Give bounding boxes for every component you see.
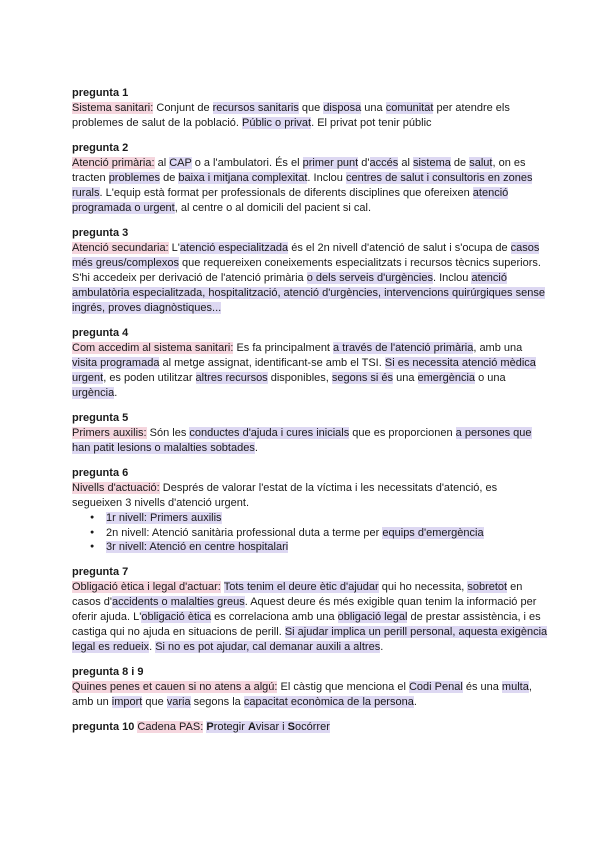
- highlight-term: Quines penes et cauen si no atens a algú:: [72, 680, 278, 693]
- text-run: d': [358, 157, 370, 169]
- text-run: que es proporcionen: [349, 427, 456, 439]
- question-answer: [72, 341, 548, 401]
- pas-initial: P: [206, 720, 214, 733]
- text-run: és el 2n nivell d'atenció de salut i s'ocupa de: [288, 242, 511, 254]
- list-item: [90, 540, 548, 555]
- highlight-key: comunitat: [385, 102, 434, 114]
- highlight-key: recursos sanitaris: [212, 102, 299, 114]
- highlight-term: Atenció primària:: [72, 157, 155, 169]
- highlight-key: atenció ambulatòria especialitzada, hospitalització, atenció d'urgències, intervencions quirúrgiques sense ingrés, proves diagnòstiques...: [72, 272, 545, 314]
- pas-initial: S: [287, 720, 296, 733]
- highlight-key: obligació ètica: [141, 610, 212, 623]
- text-run: , amb un: [72, 680, 532, 708]
- pas-initial: A: [247, 720, 256, 733]
- list-item: [90, 526, 548, 541]
- highlight-key: sistema: [412, 157, 451, 169]
- highlight-key: accés: [369, 157, 399, 169]
- highlight-term: Primers auxilis:: [72, 427, 147, 439]
- text-run: al metge assignat, identificant-se amb el TSI.: [159, 357, 385, 369]
- highlight-key: Si no es pot ajudar, cal demanar auxili a altres: [155, 640, 381, 653]
- text-run: . El privat pot tenir públic: [311, 117, 432, 129]
- highlight-term: Obligació ètica i legal d'actuar:: [72, 580, 221, 593]
- text-run: qui ho necessita,: [378, 580, 468, 593]
- highlight-term: Com accedim al sistema sanitari:: [72, 342, 234, 354]
- text-run: una: [393, 372, 418, 384]
- question-5: [72, 411, 548, 456]
- highlight-key: a través de l'atenció primària: [333, 342, 474, 354]
- text-run: .: [380, 640, 384, 653]
- text-run: Es fa principalment: [233, 342, 334, 354]
- question-10-colon: :: [200, 720, 204, 733]
- text-run: . Inclou: [307, 172, 346, 184]
- text-run: L': [168, 242, 180, 254]
- question-title: pregunta 8 i 9: [72, 665, 144, 678]
- question-title: pregunta 4: [72, 327, 129, 339]
- text-run: de prestar assistència, i es castiga qui no ajuda en situacions de perill.: [72, 610, 541, 638]
- text-run: al: [154, 157, 170, 169]
- text-run: en casos d': [72, 580, 523, 608]
- text-run: , amb una: [473, 342, 523, 354]
- highlight-key: atenció especialitzada: [179, 242, 289, 254]
- question-4: [72, 326, 548, 401]
- pas-word-rest: rotegir: [213, 720, 248, 733]
- highlight-key: sobretot: [467, 580, 508, 593]
- text-run: . L'equip està format per professionals de diferents disciplines que ofereixen: [99, 187, 473, 199]
- highlight-key: equips d'emergència: [382, 526, 484, 539]
- highlight-key: obligació legal: [337, 610, 408, 623]
- text-run: , es poden utilitzar: [103, 372, 196, 384]
- list-item: [90, 511, 548, 526]
- question-answer: [72, 101, 548, 131]
- question-title: pregunta 6: [72, 467, 129, 479]
- highlight-key: Públic o privat: [242, 117, 312, 129]
- highlight-key: baixa i mitjana complexitat: [178, 172, 308, 184]
- highlight-key: 1r nivell: Primers auxilis: [106, 512, 222, 524]
- highlight-key: capacitat econòmica de la persona: [243, 695, 414, 708]
- highlight-key: accidents o malalties greus: [112, 595, 245, 608]
- highlight-term: Atenció secundaria:: [72, 242, 169, 254]
- highlight-key: segons si és: [331, 372, 394, 384]
- highlight-term: Nivells d'actuació:: [72, 482, 160, 494]
- question-10-title: pregunta 10: [72, 720, 135, 733]
- highlight-key: primer punt: [302, 157, 359, 169]
- question-7: [72, 565, 548, 655]
- highlight-key: Si ajudar implica un perill personal, aquesta exigència legal es redueix: [72, 625, 548, 653]
- highlight-key: conductes d'ajuda i cures inicials: [189, 427, 350, 439]
- highlight-key: emergència: [417, 372, 476, 384]
- text-run: . Aquest deure és més exigible quan tenim la informació per oferir ajuda. L': [72, 595, 537, 623]
- text-run: és una: [462, 680, 502, 693]
- text-run: al: [398, 157, 413, 169]
- highlight-key: varia: [166, 695, 191, 708]
- pas-word-rest: ocórrer: [295, 720, 330, 733]
- text-run: o una: [475, 372, 506, 384]
- question-answer: [72, 580, 548, 655]
- text-run: Conjunt de: [153, 102, 213, 114]
- text-run: disponibles,: [267, 372, 332, 384]
- text-run: 2n nivell: Atenció sanitària professional duta a terme per: [106, 526, 383, 539]
- text-run: El càstig que menciona el: [277, 680, 409, 693]
- highlight-key: import: [111, 695, 143, 708]
- text-run: Després de valorar l'estat de la víctima i les necessitats d'atenció, es segueixen 3 nivells d'atenció urgent.: [72, 482, 498, 509]
- question-10: [72, 720, 548, 735]
- text-run: per atendre els problemes de salut de la població.: [72, 102, 510, 129]
- pas-word-rest: visar i: [255, 720, 288, 733]
- question-8: [72, 665, 548, 710]
- highlight-key: altres recursos: [195, 372, 268, 384]
- text-run: una: [361, 102, 386, 114]
- highlight-key: 3r nivell: Atenció en centre hospitalari: [106, 541, 289, 553]
- text-run: .: [254, 442, 258, 454]
- question-answer: [72, 241, 548, 316]
- text-run: .: [413, 695, 417, 708]
- text-run: Són les: [146, 427, 190, 439]
- highlight-key: o dels serveis d'urgències: [306, 272, 433, 284]
- highlight-key: CAP: [169, 157, 192, 169]
- text-run: es correlaciona amb una: [211, 610, 338, 623]
- levels-list: [72, 511, 548, 555]
- highlight-key: casos més greus/complexos: [72, 242, 540, 269]
- question-1: [72, 86, 548, 131]
- question-answer: [72, 156, 548, 216]
- highlight-key: urgència: [72, 387, 115, 399]
- question-answer: [72, 481, 548, 511]
- highlight-key: a persones que han patit lesions o malalties sobtades: [72, 427, 532, 454]
- text-run: . Inclou: [432, 272, 472, 284]
- question-3: [72, 226, 548, 316]
- question-title: pregunta 2: [72, 142, 129, 154]
- text-run: , al centre o al domicili del pacient si cal.: [174, 202, 371, 214]
- highlight-key: problemes: [108, 172, 161, 184]
- highlight-key: multa: [501, 680, 529, 693]
- question-2: [72, 141, 548, 216]
- highlight-key: salut: [469, 157, 493, 169]
- highlight-term: Sistema sanitari:: [72, 102, 154, 114]
- highlight-key: Tots tenim el deure ètic d'ajudar: [223, 580, 379, 593]
- highlight-key: atenció programada o urgent: [72, 187, 509, 214]
- question-answer: [72, 680, 548, 710]
- text-run: .: [149, 640, 156, 653]
- text-run: que: [298, 102, 324, 114]
- highlight-key: visita programada: [72, 357, 160, 369]
- question-list: [72, 86, 548, 710]
- highlight-key: Si es necessita atenció mèdica urgent: [72, 357, 536, 384]
- text-run: que requereixen coneixements especialitzats i recursos tècnics superiors. S'hi accedeix per derivació de l'atenció primària: [72, 257, 541, 284]
- question-10-term: Cadena PAS: [137, 720, 201, 733]
- text-run: de: [450, 157, 470, 169]
- question-title: pregunta 3: [72, 227, 129, 239]
- highlight-key: disposa: [323, 102, 362, 114]
- text-run: o a l'ambulatori. És el: [191, 157, 303, 169]
- pas-expansion: [206, 721, 330, 733]
- question-title: pregunta 5: [72, 412, 129, 424]
- text-run: , on es tracten: [72, 157, 526, 184]
- text-run: que: [142, 695, 167, 708]
- highlight-key: centres de salut i consultoris en zones rurals: [72, 172, 533, 199]
- highlight-key: Codi Penal: [408, 680, 463, 693]
- text-run: .: [114, 387, 118, 399]
- text-run: segons la: [190, 695, 244, 708]
- question-title: pregunta 7: [72, 565, 129, 578]
- question-6: [72, 466, 548, 555]
- question-title: pregunta 1: [72, 87, 129, 99]
- text-run: de: [160, 172, 179, 184]
- question-answer: [72, 426, 548, 456]
